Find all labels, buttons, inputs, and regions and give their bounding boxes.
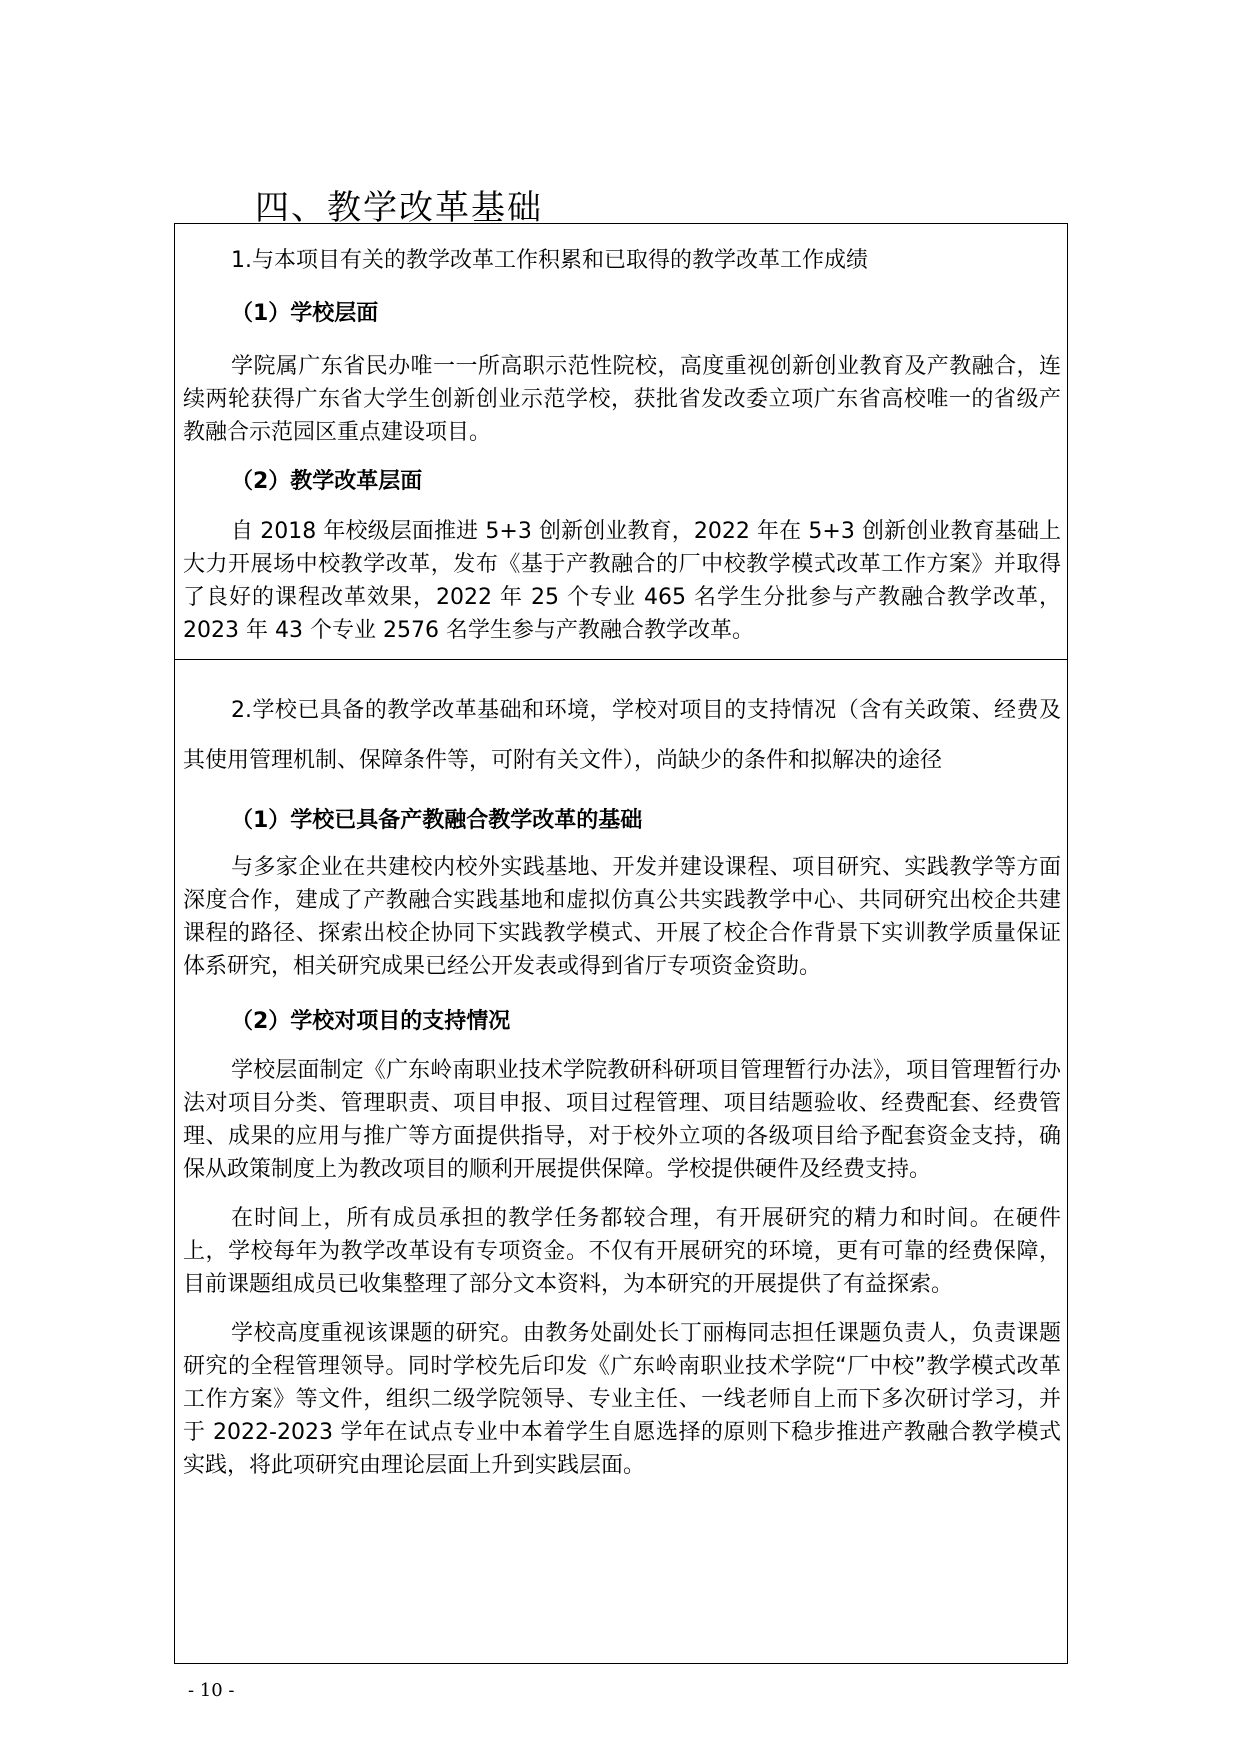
paragraph-existing-foundation: 与多家企业在共建校内校外实践基地、开发并建设课程、项目研究、实践教学等方面深度合作，建成了产教融合实践基地和虚拟仿真公共实践教学中心、共同研究出校企共建课程的路径、探索出校企协同下实践教学模式、开展了校企合作背景下实训教学质量保证体系研究，相关研究成果已经公开发表或得到省厅专项资金资助。	[183, 855, 1061, 979]
item-title-school-support: （2）学校对项目的支持情况	[231, 1009, 511, 1034]
cell-intro: 1.与本项目有关的教学改革工作积累和已取得的教学改革工作成绩	[231, 248, 868, 273]
table-cell-reform-foundation-support	[174, 659, 1068, 1664]
paragraph-policy-support: 学校层面制定《广东岭南职业技术学院教研科研项目管理暂行办法》，项目管理暂行办法对项目分类、管理职责、项目申报、项目过程管理、项目结题验收、经费配套、经费管理、成果的应用与推广等方面提供指导，对于校外立项的各级项目给予配套资金支持，确保从政策制度上为教改项目的顺利开展提供保障。学校提供硬件及经费支持。	[183, 1058, 1061, 1182]
section-heading: 四、教学改革基础	[255, 188, 543, 228]
cell-intro: 2.学校已具备的教学改革基础和环境，学校对项目的支持情况（含有关政策、经费及其使用管理机制、保障条件等，可附有关文件），尚缺少的条件和拟解决的途径	[183, 698, 1061, 773]
paragraph-leadership-support: 学校高度重视该课题的研究。由教务处副处长丁丽梅同志担任课题负责人，负责课题研究的全程管理领导。同时学校先后印发《广东岭南职业技术学院“厂中校”教学模式改革工作方案》等文件，组织二级学院领导、专业主任、一线老师自上而下多次研讨学习，并于 2022-2023 学年在试点专业中本着学生自愿选择的原则下稳步推进产教融合教学模式实践，将此项研究由理论层面上升到实践层面。	[183, 1321, 1061, 1478]
paragraph-time-hardware-support: 在时间上，所有成员承担的教学任务都较合理，有开展研究的精力和时间。在硬件上，学校每年为教学改革设有专项资金。不仅有开展研究的环境，更有可靠的经费保障，目前课题组成员已收集整理了部分文本资料，为本研究的开展提供了有益探索。	[183, 1206, 1061, 1297]
page-number: - 10 -	[188, 1680, 235, 1701]
table-cell-teaching-reform-achievements	[174, 223, 1068, 660]
paragraph-school-level: 学院属广东省民办唯一一所高职示范性院校，高度重视创新创业教育及产教融合，连续两轮获得广东省大学生创新创业示范学校，获批省发改委立项广东省高校唯一的省级产教融合示范园区重点建设项目。	[183, 354, 1061, 445]
item-title-reform-level: （2）教学改革层面	[231, 469, 423, 494]
item-title-school-level: （1）学校层面	[231, 301, 379, 326]
paragraph-reform-level: 自 2018 年校级层面推进 5+3 创新创业教育，2022 年在 5+3 创新创业教育基础上大力开展场中校教学改革，发布《基于产教融合的厂中校教学模式改革工作方案》并取得了良好的课程改革效果，2022 年 25 个专业 465 名学生分批参与产教融合教学改革，2023 年 43 个专业 2576 名学生参与产教融合教学改革。	[183, 519, 1061, 643]
item-title-existing-foundation: （1）学校已具备产教融合教学改革的基础	[231, 808, 643, 833]
